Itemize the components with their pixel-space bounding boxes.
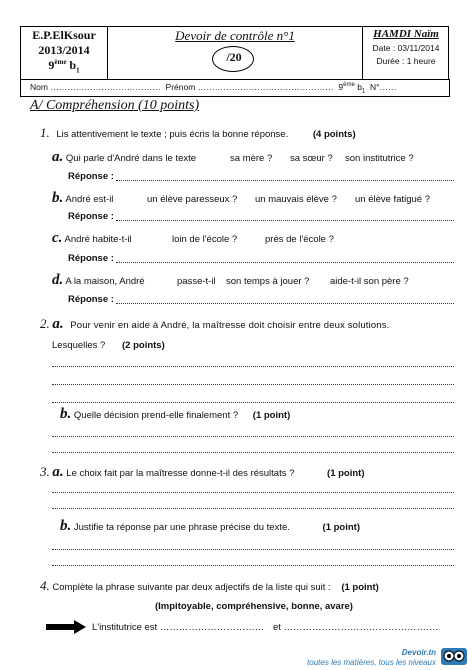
q3b-question: b. Justifie ta réponse par une phrase précise du texte. (1 point) [60, 518, 360, 534]
q2b-answer-line-1 [52, 436, 454, 437]
q1a-answer-line: Réponse : [68, 171, 454, 182]
exam-date: Date : 03/11/2014 [372, 43, 440, 53]
q1b-option-3: un élève fatigué ? [355, 194, 431, 205]
q3a-answer-line-1 [52, 492, 454, 493]
q1d-option-2: son temps à jouer ? [226, 276, 310, 287]
q1d-answer-line: Réponse : [68, 294, 454, 305]
teacher-name: HAMDI Naïm [373, 28, 439, 40]
q2a-answer-line-1 [52, 366, 454, 367]
devoir-logo-icon [440, 646, 468, 666]
q3b-answer-line-1 [52, 549, 454, 550]
name-field-line: Nom ………………………………… Prénom ………………………………………… 9ème $b_1$ N°…… [30, 82, 397, 95]
q4-sentence: L'institutrice est …………………………… et …………………………………………. [92, 622, 439, 633]
q3a-answer-line-2 [52, 508, 454, 509]
school-year: 2013/2014 [38, 43, 90, 57]
q2a-question-cont: Lesquelles ? (2 points) [52, 340, 165, 351]
arrow-right-icon [46, 620, 86, 634]
q1b-option-1: un élève paresseux ? [147, 194, 238, 205]
q1b-question: b. André est-il [52, 190, 114, 206]
q1a-option-3: son institutrice ? [345, 153, 414, 164]
q1b-answer-line: Réponse : [68, 211, 454, 222]
q1c-answer-line: Réponse : [68, 253, 454, 264]
footer-brand: Devoir.tn [401, 648, 436, 657]
q2b-question: b. Quelle décision prend-elle finalement ? (1 point) [60, 406, 291, 422]
q3b-answer-line-2 [52, 565, 454, 566]
score: /20 [226, 50, 242, 64]
q3a-question: 3. a. Le choix fait par la maîtresse donne-t-il des résultats ? (1 point) [40, 464, 365, 480]
q1d-option-3: aide-t-il son père ? [330, 276, 409, 287]
q2a-answer-line-2 [52, 384, 454, 385]
footer-tagline: toutes les matières, tous les niveaux [307, 658, 436, 667]
q1-heading: 1. Lis attentivement le texte ; puis écris la bonne réponse. (4 points) [40, 125, 356, 140]
q1c-option-2: près de l'école ? [265, 234, 334, 245]
class-label: 9ème $b_1$ [48, 58, 80, 75]
page-title: Devoir de contrôle n°1 [175, 28, 295, 43]
exam-duration: Durée : 1 heure [376, 56, 436, 66]
q1a-question: a. Qui parle d'André dans le texte [52, 149, 197, 165]
q2a-question: 2. a. Pour venir en aide à André, la maîtresse doit choisir entre deux solutions. [40, 316, 390, 332]
q1a-option-2: sa sœur ? [290, 153, 333, 164]
q1d-option-1: passe-t-il [177, 276, 216, 287]
q4-question: 4. Complète la phrase suivante par deux adjectifs de la liste qui suit : (1 point) [40, 578, 379, 593]
q4-adjective-list: (Impitoyable, compréhensive, bonne, avare) [155, 601, 353, 612]
section-title: A/ Compréhension (10 points) [30, 98, 200, 113]
q2a-answer-line-3 [52, 402, 454, 403]
q1d-question: d. A la maison, André [52, 272, 145, 288]
q1b-option-2: un mauvais élève ? [255, 194, 337, 205]
q1a-option-1: sa mère ? [230, 153, 273, 164]
school-name: E.P.ElKsour [32, 28, 96, 42]
q1c-question: c. André habite-t-il [52, 230, 132, 246]
q2b-answer-line-2 [52, 452, 454, 453]
q1c-option-1: loin de l'école ? [172, 234, 238, 245]
